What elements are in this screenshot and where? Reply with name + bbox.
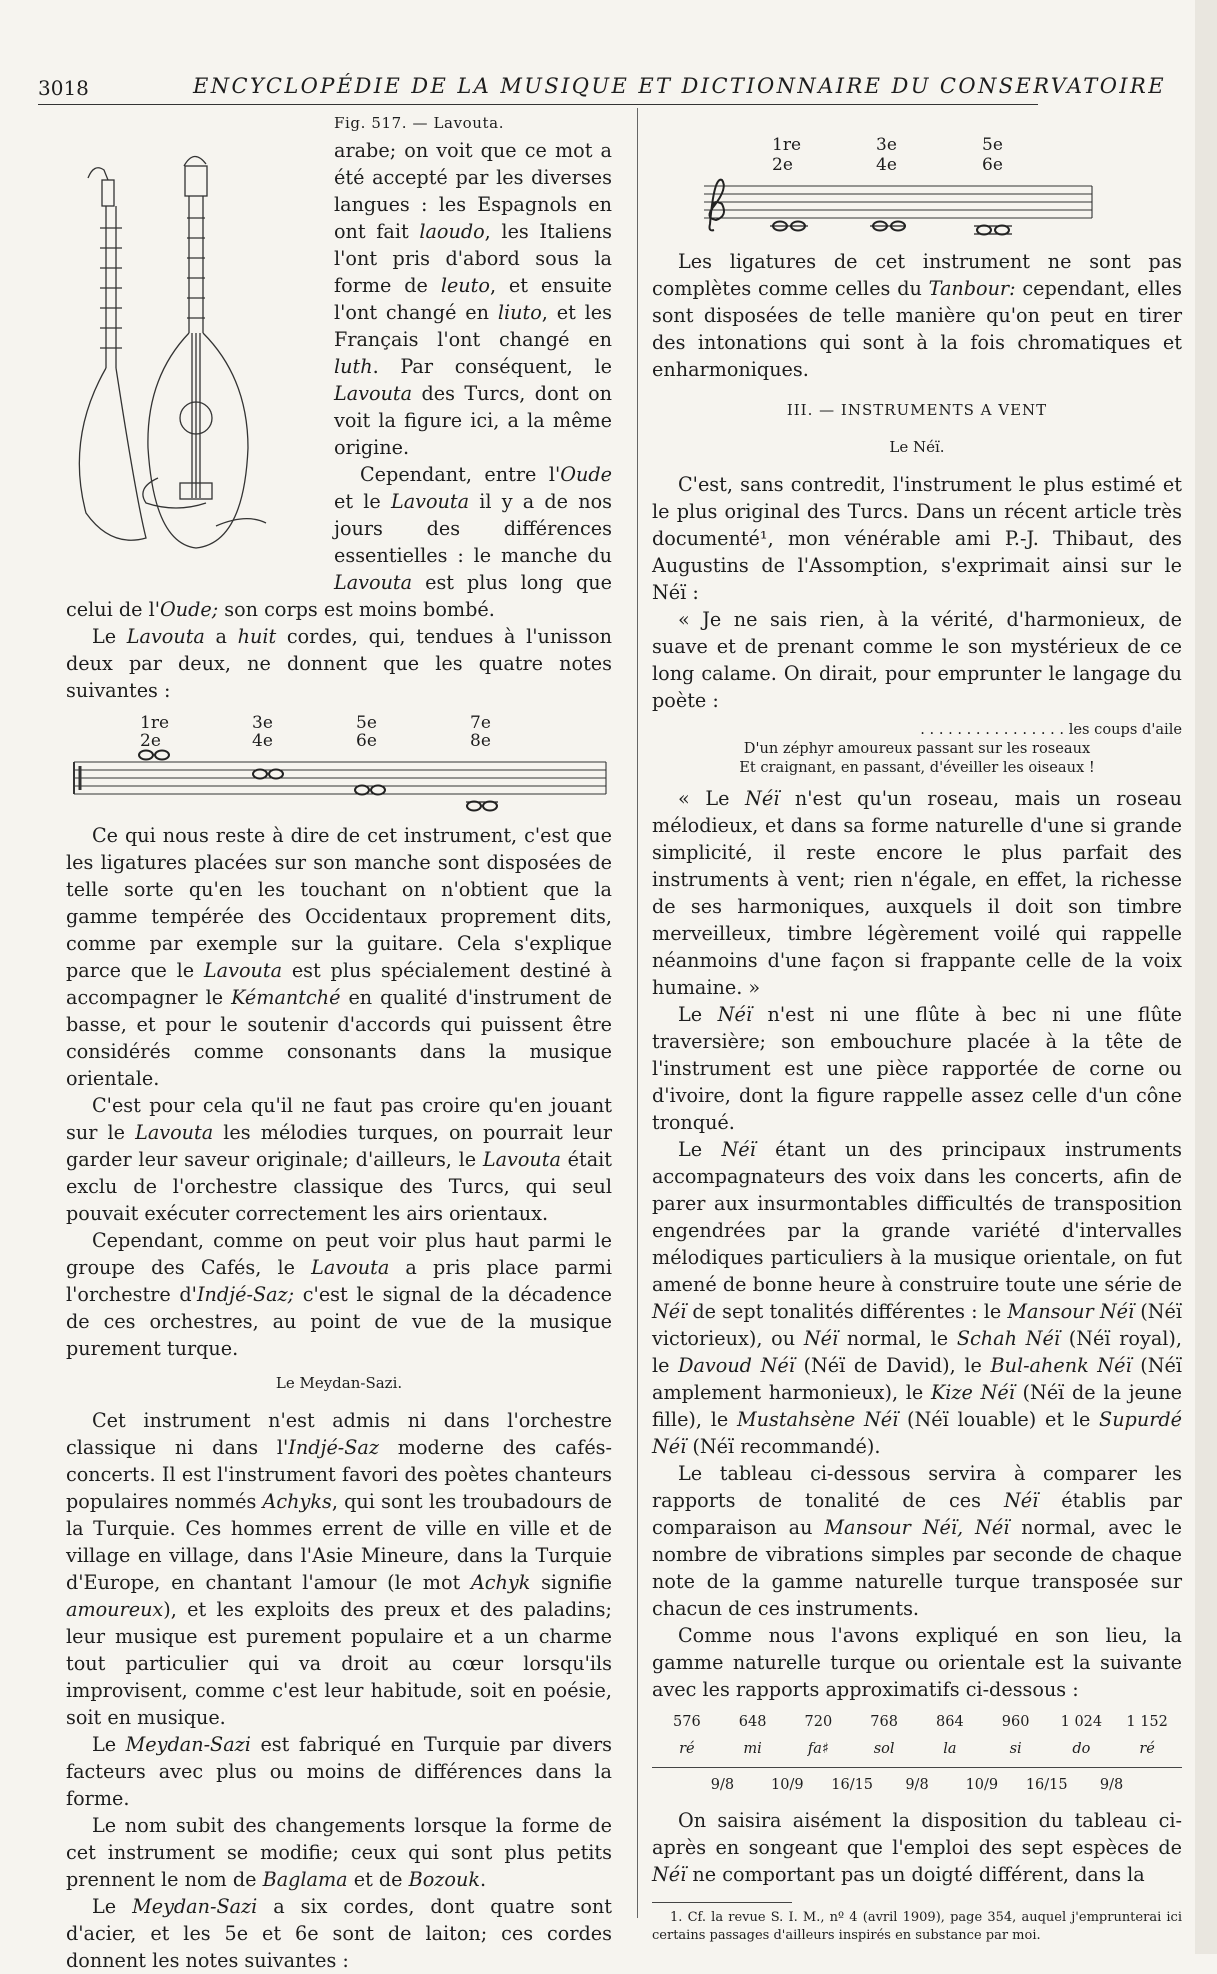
footnote-rule (652, 1902, 792, 1903)
footnote: 1. Cf. la revue S. I. M., nº 4 (avril 1909), page 354, auquel j'emprunterai ici certains passages d'ailleurs inspirés en substance par moi. (652, 1910, 1182, 1943)
subsection-heading: Le Meydan-Sazi. (275, 1374, 403, 1392)
table-cell: 768 (870, 1714, 898, 1730)
string-label: 5e (982, 135, 1003, 155)
paragraph: Cependant, entre l'Oude et le Lavouta il y a de nos jours des différences essentielles : le manche du Lavouta est plus long que celui de l'Oude; son corps est moins bombé. (66, 463, 612, 621)
string-label: 4e (252, 731, 273, 751)
page-edge (1195, 0, 1217, 1954)
string-label: 7e (470, 713, 491, 733)
table-cell: 864 (936, 1714, 964, 1730)
string-label: 3e (876, 135, 897, 155)
lavouta-illustration (66, 118, 328, 558)
string-label: 2e (140, 731, 161, 751)
table-cell: 1 152 (1126, 1714, 1168, 1730)
string-label: 1re (140, 713, 170, 733)
ratio-row (652, 1767, 1182, 1799)
table-cell: do (1072, 1741, 1091, 1757)
column-divider (637, 108, 638, 1918)
music-staff-lavouta (66, 708, 612, 818)
treble-clef-icon (709, 180, 724, 231)
music-staff-meydan-sazi (652, 126, 1182, 244)
running-header (38, 74, 1166, 106)
table-cell: 16/15 (1025, 1777, 1068, 1793)
table-cell: 10/9 (965, 1777, 999, 1793)
string-label: 3e (252, 713, 273, 733)
right-column (652, 122, 1183, 1943)
paragraph: « Le Néï n'est qu'un roseau, mais un roseau mélodieux, et dans sa forme naturelle d'une si grande simplicité, il reste encore le plus parfait des instruments à vent; rien n'égale, en effet, la richesse de ses harmoniques, auxquels il doit son timbre merveilleux, timbre légèrement voilé qui rappelle néanmoins d'une façon si frappante celle de la voix humaine. » (652, 787, 1182, 999)
paragraph: Le Meydan-Sazi est fabriqué en Turquie par divers facteurs avec plus ou moins de différences dans la forme. (66, 1733, 612, 1810)
figure-caption: Fig. 517. — Lavouta. (334, 114, 505, 132)
paragraph: « Je ne sais rien, à la vérité, d'harmonieux, de suave et de prenant comme le son mystérieux de ce long calame. On dirait, pour emprunter le langage du poète : (652, 608, 1182, 712)
subsection-heading: Le Néï. (889, 438, 945, 456)
paragraph: Le Néï n'est ni une flûte à bec ni une flûte traversière; son embouchure placée à la tête de l'instrument est une pièce rapportée de corne ou d'ivoire, dont la figure rappelle assez celle d'un cône tronqué. (652, 1003, 1182, 1134)
string-label: 5e (356, 713, 377, 733)
page-number: 3018 (38, 76, 89, 100)
paragraph: Le Lavouta a huit cordes, qui, tendues à l'unisson deux par deux, ne donnent que les quatre notes suivantes : (66, 625, 612, 702)
paragraph: On saisira aisément la disposition du tableau ci-après en songeant que l'emploi des sept espèces de Néï ne comportant pas un doigté différent, dans la (652, 1809, 1182, 1886)
paragraph: Les ligatures de cet instrument ne sont pas complètes comme celles du Tanbour: cependant, elles sont disposées de telle manière qu'on peut en tirer des intonations qui sont à la fois chromatiques et enharmoniques. (652, 250, 1182, 381)
paragraph: Comme nous l'avons expliqué en son lieu, la gamme naturelle turque ou orientale est la suivante avec les rapports approximatifs ci-dessous : (652, 1624, 1182, 1701)
paragraph: Cet instrument n'est admis ni dans l'orchestre classique ni dans l'Indjé-Saz moderne des cafés-concerts. Il est l'instrument favori des poètes chanteurs populaires nommés Achyks, qui sont les troubadours de la Turquie. Ces hommes errent de ville en ville et de village en village, dans l'Asie Mineure, dans la Turquie d'Europe, en chantant l'amour (le mot Achyk signifie amoureux), et les exploits des preux et des paladins; leur musique est purement populaire et a un charme tout particulier qui va droit au cœur lorsqu'ils improvisent, comme c'est leur habitude, soit en poésie, soit en musique. (66, 1409, 612, 1729)
table-cell: 9/8 (710, 1777, 735, 1793)
paragraph: Le tableau ci-dessous servira à comparer les rapports de tonalité de ces Néï établis par comparaison au Mansour Néï, Néï normal, avec le nombre de vibrations simples par seconde de chaque note de la gamme naturelle turque transposée sur chacun de ces instruments. (652, 1462, 1183, 1620)
paragraph: Cependant, comme on peut voir plus haut parmi le groupe des Cafés, le Lavouta a pris place parmi l'orchestre d'Indjé-Saz; c'est le signal de la décadence de ces orchestres, au point de vue de la musique purement turque. (66, 1229, 612, 1360)
table-cell: sol (873, 1741, 895, 1757)
string-label: 6e (982, 155, 1003, 175)
table-cell: 960 (1001, 1714, 1030, 1730)
table-cell: fa♯ (807, 1741, 829, 1757)
header-rule (38, 104, 1038, 105)
note-row (652, 1736, 1182, 1763)
table-cell: mi (743, 1741, 762, 1757)
table-cell: si (1009, 1741, 1022, 1757)
paragraph: Le nom subit des changements lorsque la forme de cet instrument se modifie; ceux qui sont plus petits prennent le nom de Baglama et de Bozouk. (66, 1814, 612, 1891)
paragraph: Ce qui nous reste à dire de cet instrument, c'est que les ligatures placées sur son manche sont disposées de telle sorte qu'en les touchant on n'obtient que la gamme tempérée des Occidentaux proprement dits, comme par exemple sur la guitare. Cela s'explique parce que le Lavouta est plus spécialement destiné à accompagner le Kémantché en qualité d'instrument de basse, et pour le soutenir d'accords qui puissent être considérés comme consonants dans la musique orientale. (66, 824, 613, 1090)
poem-line: . . . . . . . . . . . . . . . . les coups d'aile (920, 721, 1182, 738)
table-cell: 576 (673, 1714, 701, 1730)
table-cell: 9/8 (1099, 1777, 1124, 1793)
paragraph: C'est pour cela qu'il ne faut pas croire qu'en jouant sur le Lavouta les mélodies turques, on pourrait leur garder leur saveur originale; d'ailleurs, le Lavouta était exclu de l'orchestre classique des Turcs, qui seul pouvait exécuter correctement les airs orientaux. (66, 1094, 613, 1225)
section-heading: III. — INSTRUMENTS A VENT (786, 401, 1048, 419)
string-label: 6e (356, 731, 377, 751)
paragraph: Le Meydan-Sazi a six cordes, dont quatre sont d'acier, et les 5e et 6e sont de laiton; ces cordes donnent les notes suivantes : (66, 1895, 612, 1972)
paragraph: C'est, sans contredit, l'instrument le plus estimé et le plus original des Turcs. Dans un récent article très documenté¹, mon vénérable ami P.-J. Thibaut, des Augustins de l'Assomption, s'exprimait ainsi sur le Néï : (652, 473, 1182, 604)
scale-ratio-table (652, 1709, 1182, 1799)
poem-line: Et craignant, en passant, d'éveiller les oiseaux ! (739, 759, 1095, 776)
table-cell: 16/15 (831, 1777, 874, 1793)
table-cell: 9/8 (905, 1777, 929, 1793)
string-label: 2e (772, 155, 793, 175)
table-cell: 1 024 (1060, 1714, 1103, 1730)
table-cell: 720 (804, 1714, 833, 1730)
table-cell: la (943, 1741, 957, 1757)
page-title: ENCYCLOPÉDIE DE LA MUSIQUE ET DICTIONNAIRE DU CONSERVATOIRE (193, 74, 1166, 98)
table-cell: ré (1139, 1741, 1155, 1757)
lavouta-figure (66, 118, 328, 583)
string-label: 1re (772, 135, 802, 155)
frequency-row (652, 1709, 1182, 1736)
poem-quote (652, 720, 1182, 777)
table-cell: 648 (738, 1714, 767, 1730)
table-cell: 10/9 (771, 1777, 804, 1793)
paragraph: Le Néï étant un des principaux instruments accompagnateurs des voix dans les concerts, afin de parer aux insurmontables difficultés de transposition engendrées par la grande variété d'intervalles mélodiques particuliers à la musique orientale, on fut amené de bonne heure à construire toute une série de Néï de sept tonalités différentes : le Mansour Néï (Néï victorieux), ou Néï normal, le Schah Néï (Néï royal), le Davoud Néï (Néï de David), le Bul-ahenk Néï (Néï amplement harmonieux), le Kize Néï (Néï de la jeune fille), le Mustahsène Néï (Néï louable) et le Supurdé Néï (Néï recommandé). (652, 1138, 1183, 1458)
left-column: Fig. 517. — Lavouta. arabe; on voit que ce mot a été accepté par les diverses langues : les Espagnols en ont fait laoudo, les Italiens l'ont pris d'abord sous la forme de leuto, et ensuite l'ont changé en liuto, et les Français l'ont changé en luth. Par conséquent, le Lavouta des Turcs, dont on voit la figure ici, a la même origine. Cependant, entre l'Oude et le Lavouta il y a de nos jours des différences essentielles : le manche du Lavouta est plus long que celui de l'Oude; son corps est moins bombé. Le Lavouta a huit cordes, qui, tendues à l'unisson deux par deux, ne donnent que les quatre notes suivantes : 1re 2e 3e 4e 5e 6e 7e 8e Ce qui nous reste à dire de cet instrument, c'est que les ligatures placées sur son manche sont disposées de telle sorte qu'en les touchant on n'obtient que la gamme tempérée des Occidentaux proprement dits, comme par exemple sur la guitare. Cela s'explique parce que le Lavouta est plus spécialement destiné à accompagner le Kémantché en qualité d'instrument de basse, et pour le soutenir d'accords qui puissent être considérés comme consonants dans la musique orientale. C'est pour cela qu'il ne faut pas croire qu'en jouant sur le Lavouta les mélodies turques, on pourrait leur garder leur saveur originale; d'ailleurs, le Lavouta était exclu de l'orchestre classique des Turcs, qui seul pouvait exécuter correctement les airs orientaux. Cependant, comme on peut voir plus haut parmi le groupe des Cafés, le Lavouta a pris place parmi l'orchestre d'Indjé-Saz; c'est le signal de la décadence de ces orchestres, au point de vue de la musique purement turque. Le Meydan-Sazi. Cet instrument n'est admis ni dans l'orchestre classique ni dans l'Indjé-Saz moderne des cafés-concerts. Il est l'instrument favori des poètes chanteurs populaires nommés Achyks, qui sont les troubadours de la Turquie. Ces hommes errent de ville en ville et de village en village, dans l'Asie Mineure, dans la Turquie d'Europe, en chantant l'amour (le mot Achyk signifie amoureux), et les exploits des preux et des paladins; leur musique est purement populaire et a un charme tout particulier qui va droit au cœur lorsqu'ils improvisent, comme c'est leur habitude, soit en poésie, soit en musique. Le Meydan-Sazi est fabriqué en Turquie par divers facteurs avec plus ou moins de différences dans la forme. Le nom subit des changements lorsque la forme de cet instrument se modifie; ceux qui sont plus petits prennent le nom de Baglama et de Bozouk. Le Meydan-Sazi a six cordes, dont quatre sont d'acier, et les 5e et 6e sont de laiton; ces cordes donnent les notes suivantes : (66, 118, 612, 1918)
string-label: 4e (876, 155, 897, 175)
string-label: 8e (470, 731, 491, 751)
table-cell: ré (679, 1741, 695, 1757)
poem-line: D'un zéphyr amoureux passant sur les roseaux (743, 740, 1091, 757)
